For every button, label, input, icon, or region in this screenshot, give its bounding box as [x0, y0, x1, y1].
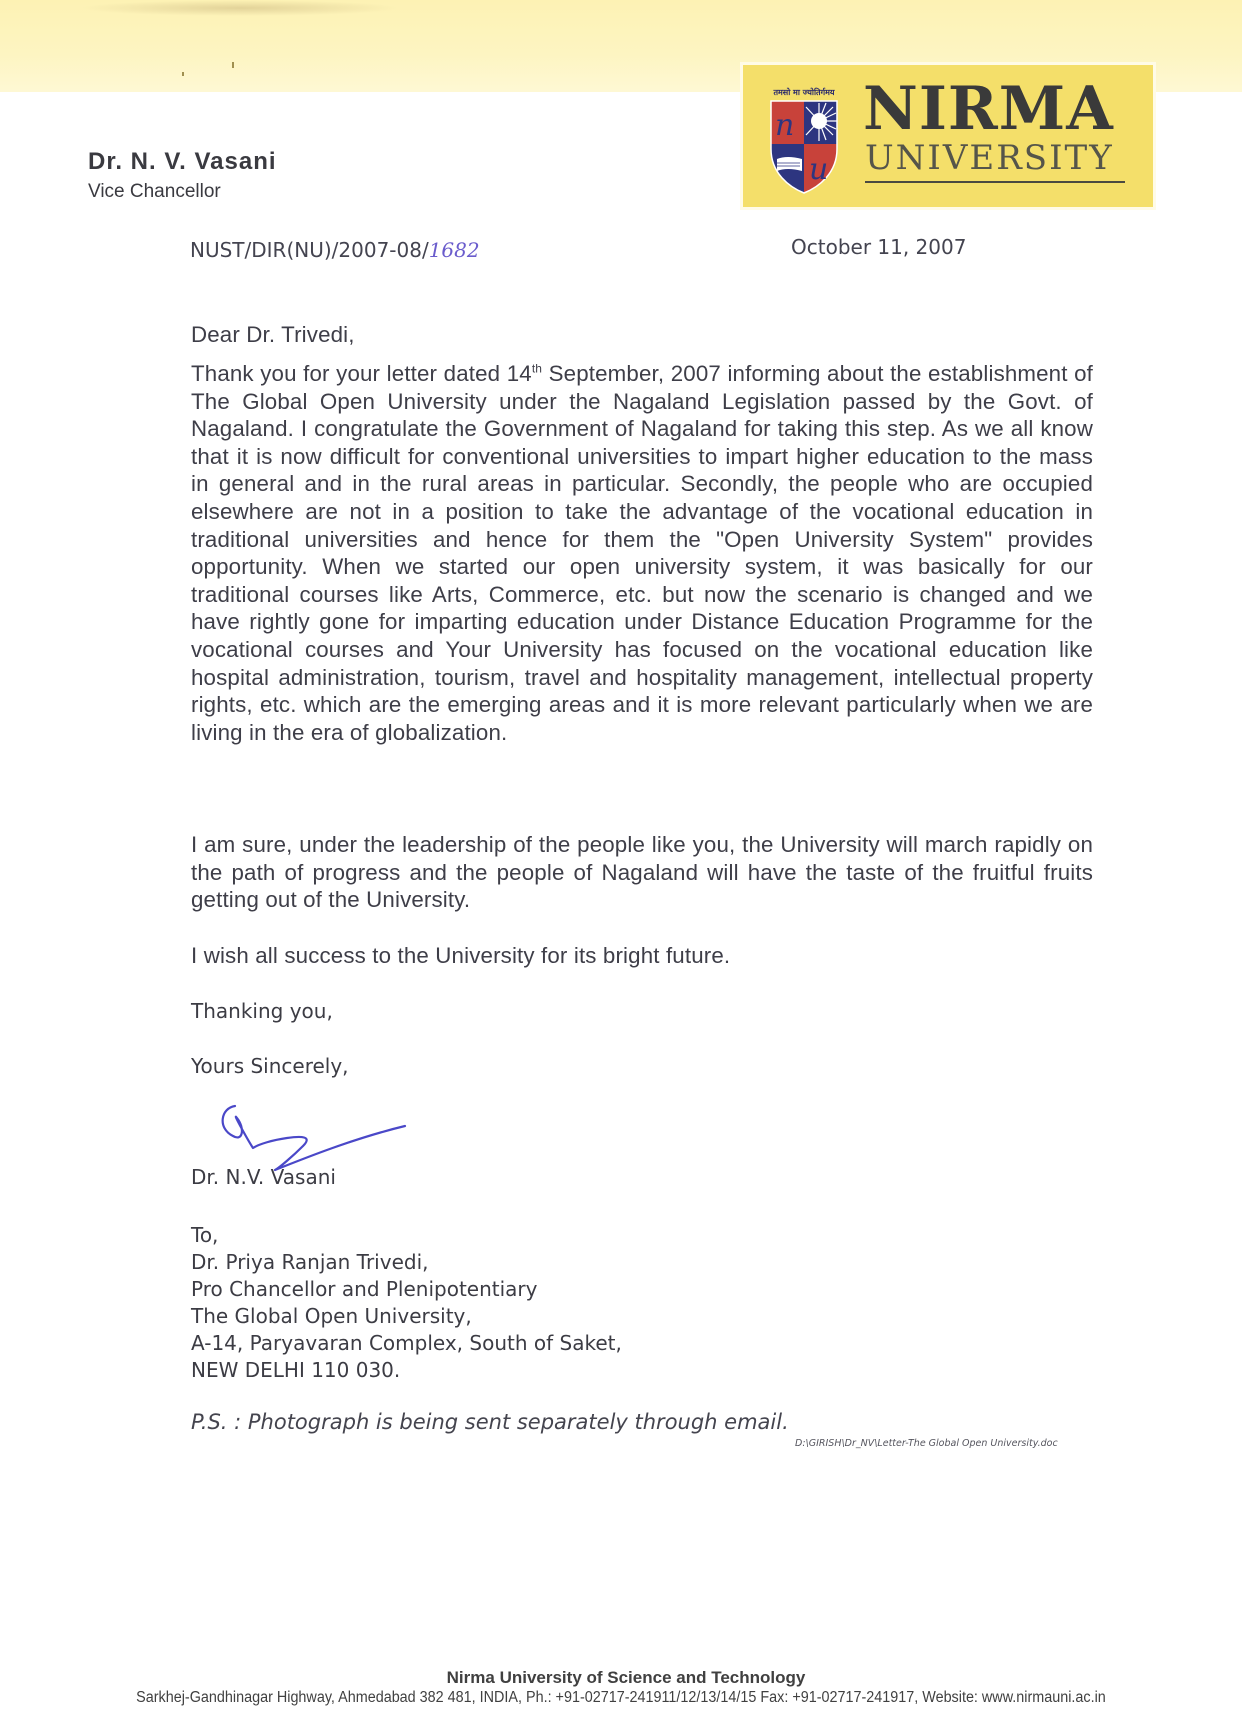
shield-icon	[769, 99, 839, 195]
logo-wordmark-university: UNIVERSITY	[865, 138, 1114, 178]
logo-motto: तमसो मा ज्योतिर्गमय	[773, 87, 835, 97]
footer-organization: Nirma University of Science and Technology	[446, 1668, 806, 1687]
svg-text:n: n	[775, 108, 795, 143]
reference-handwritten: 1682	[428, 238, 480, 262]
body-paragraph-2: I am sure, under the leadership of the people like you, the University will march rapidly on the path of progress and the people of Nagaland will have the taste of the fruitful fruits getting out of the University.	[191, 832, 1093, 913]
recipient-designation: Pro Chancellor and Plenipotentiary	[191, 1277, 538, 1301]
letter-date: October 11, 2007	[791, 235, 967, 259]
reference-printed: NUST/DIR(NU)/2007-08/	[190, 238, 429, 262]
recipient-address	[191, 1222, 622, 1384]
recipient-name: Dr. Priya Ranjan Trivedi,	[191, 1250, 429, 1274]
university-logo	[740, 62, 1156, 210]
salutation: Dear Dr. Trivedi,	[191, 322, 355, 347]
recipient-street: A-14, Paryavaran Complex, South of Saket,	[191, 1331, 622, 1355]
reference-number	[190, 238, 480, 262]
sender-name: Dr. N. V. Vasani	[88, 148, 277, 175]
logo-wordmark-nirma: NIRMA	[863, 74, 1114, 144]
scan-speck	[232, 62, 234, 68]
para1-superscript: th	[531, 361, 543, 376]
body-paragraph-3: I wish all success to the University for its bright future.	[191, 943, 731, 968]
svg-text:u: u	[809, 152, 829, 187]
sender-title: Vice Chancellor	[88, 181, 221, 202]
shield-emblem	[769, 87, 839, 197]
closing-valediction: Yours Sincerely,	[191, 1054, 349, 1078]
footer-address: Sarkhej-Gandhinagar Highway, Ahmedabad 382 481, INDIA, Ph.: +91-02717-241911/12/13/14/15 Fax: +91-02717-241917, Website: www.nirmauni.ac.in	[136, 1689, 1106, 1706]
closing-thanks: Thanking you,	[191, 999, 333, 1023]
recipient-organization: The Global Open University,	[191, 1304, 472, 1328]
para1-text-rest: September, 2007 informing about the establishment of The Global Open University under the Nagaland Legislation passed by the Govt. of Nagaland. I congratulate the Government of Nagaland for taking this step. As we all know that it is now difficult for conventional universities to impart higher education to the mass in general and in the rural areas in particular. Secondly, the people who are occupied elsewhere are not in a position to take the advantage of the vocational education in traditional universities and hence for them the "Open University System" provides opportunity. When we started our open university system, it was basically for our traditional courses like Arts, Commerce, etc. but now the scenario is changed and we have rightly gone for imparting education under Distance Education Programme for the vocational courses and Your University has focused on the vocational education like hospital administration, tourism, travel and hospitality management, intellectual property rights, etc. which are the emerging areas and it is more relevant particularly when we are living in the era of globalization.	[191, 361, 1094, 745]
recipient-city: NEW DELHI 110 030.	[191, 1358, 401, 1382]
postscript: P.S. : Photograph is being sent separately through email.	[191, 1410, 789, 1434]
para1-text-start: Thank you for your letter dated 14	[191, 361, 532, 386]
body-paragraph-1	[191, 360, 1093, 746]
document-file-path: D:\GIRISH\Dr_NV\Letter-The Global Open University.doc	[795, 1438, 1058, 1449]
to-label: To,	[191, 1223, 219, 1247]
scan-smudge	[80, 0, 400, 16]
scan-speck	[182, 72, 184, 76]
logo-underline	[865, 181, 1125, 183]
signed-name: Dr. N.V. Vasani	[191, 1165, 336, 1189]
